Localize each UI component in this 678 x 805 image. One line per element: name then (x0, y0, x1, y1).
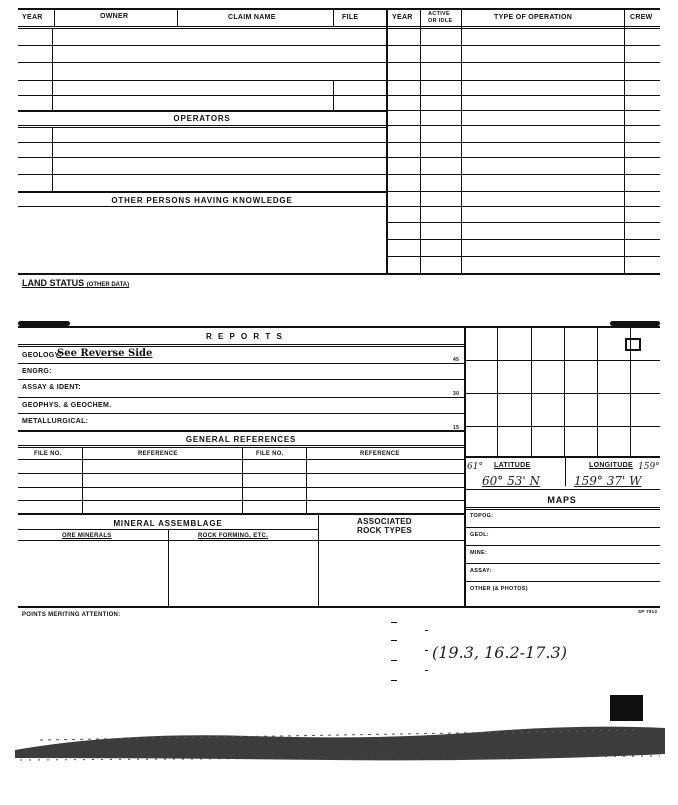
header-claim-name: CLAIM NAME (228, 14, 276, 21)
geology-label: GEOLOGY: (22, 352, 62, 359)
ref-file-no-2: FILE NO. (256, 451, 284, 457)
metallurgical-label: METALLURGICAL: (22, 418, 89, 425)
maps-other-label: OTHER (& PHOTOS) (470, 586, 528, 592)
other-persons-heading: OTHER PERSONS HAVING KNOWLEDGE (111, 196, 293, 205)
ore-minerals-header: ORE MINERALS (62, 533, 112, 539)
latitude-value: 60° 53' N (482, 474, 540, 488)
handwritten-note: (19.3, 16.2-17.3) (432, 643, 567, 662)
latitude-label: LATITUDE (494, 462, 531, 469)
assay-label: ASSAY & IDENT: (22, 384, 82, 391)
points-meriting-attention: POINTS MERITING ATTENTION: (22, 612, 121, 618)
maps-topog-label: TOPOG: (470, 513, 494, 519)
land-status-heading (22, 278, 129, 288)
engrg-label: ENGRG: (22, 368, 52, 375)
maps-heading: MAPS (547, 495, 577, 505)
geology-num: 45 (453, 357, 460, 363)
longitude-value: 159° 37' W (574, 474, 642, 488)
general-references-heading: GENERAL REFERENCES (185, 435, 297, 444)
header-year: YEAR (22, 14, 43, 21)
header-owner: OWNER (100, 13, 129, 20)
land-status-sub: (OTHER DATA) (86, 282, 130, 288)
ref-reference-1: REFERENCE (138, 451, 178, 457)
maps-assay-label: ASSAY: (470, 568, 492, 574)
header-year-2: YEAR (392, 14, 413, 21)
header-file: FILE (342, 14, 359, 21)
scan-noise-band (0, 710, 678, 770)
maps-mine-label: MINE: (470, 550, 488, 556)
header-active: ACTIVE (428, 11, 450, 17)
ref-file-no-1: FILE NO. (34, 451, 62, 457)
rock-forming-header: ROCK FORMING, ETC. (198, 533, 269, 539)
geophys-label: GEOPHYS. & GEOCHEM. (22, 402, 112, 409)
associated-rock-types-2: ROCK TYPES (357, 526, 413, 535)
longitude-suffix: 159° (638, 462, 660, 472)
ref-reference-2: REFERENCE (360, 451, 400, 457)
assay-num: 30 (453, 391, 460, 397)
associated-rock-types-1: ASSOCIATED (357, 517, 412, 526)
land-status-label: LAND STATUS (22, 278, 85, 288)
mineral-assemblage-heading: MINERAL ASSEMBLAGE (113, 519, 223, 528)
maps-geol-label: GEOL: (470, 532, 489, 538)
flag-icon (625, 338, 641, 351)
operators-heading: OPERATORS (173, 114, 231, 123)
longitude-label: LONGITUDE (589, 462, 633, 469)
header-type-of-operation: TYPE OF OPERATION (494, 14, 573, 21)
metallurgical-num: 15 (453, 425, 460, 431)
reports-title: R E P O R T S (206, 332, 284, 341)
latitude-prefix: 61° (467, 462, 483, 472)
header-idle: OR IDLE (428, 18, 453, 24)
form-number: SP 7912 (638, 609, 658, 614)
header-crew: CREW (630, 14, 653, 21)
geology-value: See Reverse Side (57, 348, 153, 359)
